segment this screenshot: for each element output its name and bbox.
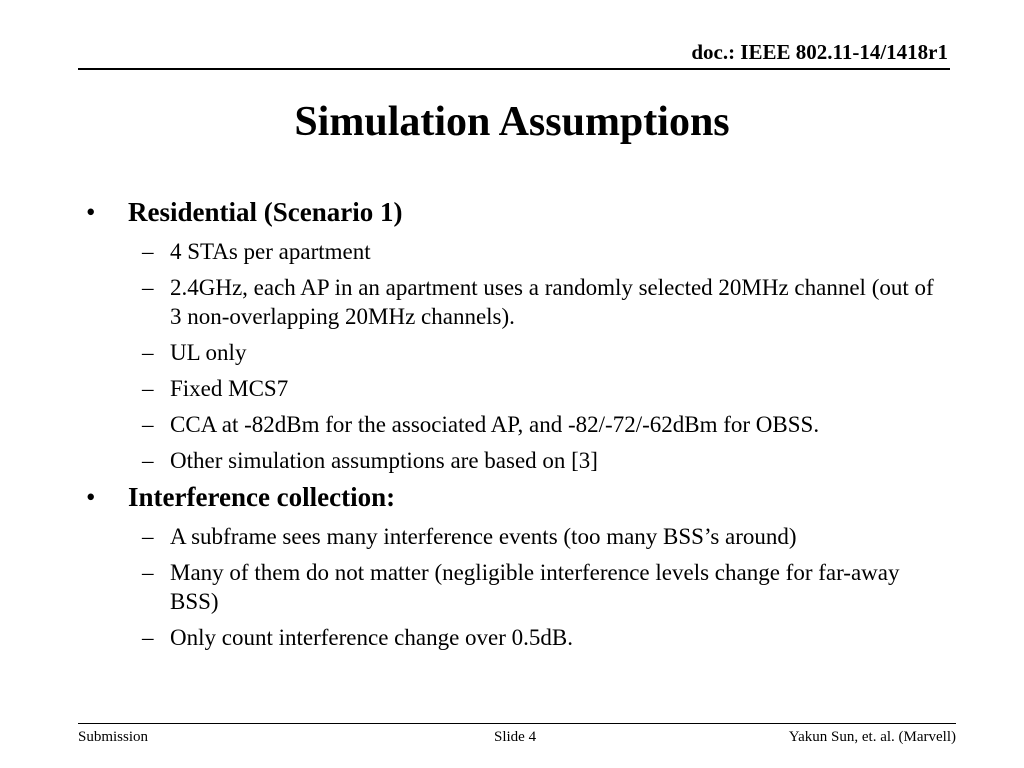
sub-bullet: – A subframe sees many interference events (too many BSS’s around) [84, 522, 944, 551]
sub-bullet: – Fixed MCS7 [84, 374, 944, 403]
sub-bullet: – 2.4GHz, each AP in an apartment uses a randomly selected 20MHz channel (out of 3 non-overlapping 20MHz channels). [84, 273, 944, 331]
sub-bullet-text: Many of them do not matter (negligible interference levels change for far-away BSS) [170, 560, 900, 614]
slide-body [84, 190, 944, 652]
bullet-dot: • [86, 197, 96, 227]
footer-slide-number: Slide 4 [494, 729, 537, 745]
footer-divider [78, 723, 956, 724]
sub-bullet-text: 4 STAs per apartment [170, 239, 371, 264]
sub-bullet: – Only count interference change over 0.5dB. [84, 623, 944, 652]
document-id: doc.: IEEE 802.11-14/1418r1 [691, 40, 948, 64]
sub-bullet-text: A subframe sees many interference events (too many BSS’s around) [170, 524, 797, 549]
sub-bullet-text: 2.4GHz, each AP in an apartment uses a randomly selected 20MHz channel (out of 3 non-overlapping 20MHz channels). [170, 275, 934, 329]
footer-authors: Yakun Sun, et. al. (Marvell) [788, 729, 956, 745]
sub-bullet: – CCA at -82dBm for the associated AP, and -82/-72/-62dBm for OBSS. [84, 410, 944, 439]
sub-bullet-text: UL only [170, 340, 247, 365]
header-divider [78, 68, 950, 70]
bullet-heading: Residential (Scenario 1) [128, 197, 403, 227]
sub-bullet: – Many of them do not matter (negligible interference levels change for far-away BSS) [84, 558, 944, 616]
bullet-residential [84, 194, 944, 230]
bullet-dot: • [86, 482, 96, 512]
sub-bullet: – Other simulation assumptions are based on [3] [84, 446, 944, 475]
slide-title: Simulation Assumptions [294, 99, 730, 145]
sub-bullet: – 4 STAs per apartment [84, 237, 944, 266]
sub-bullet-text: Other simulation assumptions are based on [3] [170, 448, 598, 473]
bullet-heading: Interference collection: [128, 482, 396, 512]
footer-submission: Submission [78, 729, 149, 745]
sub-bullet: – UL only [84, 338, 944, 367]
bullet-interference-collection [84, 479, 944, 515]
sub-bullet-text: Only count interference change over 0.5dB. [170, 625, 573, 650]
sub-bullet-text: Fixed MCS7 [170, 376, 289, 401]
sub-bullet-text: CCA at -82dBm for the associated AP, and -82/-72/-62dBm for OBSS. [170, 412, 820, 437]
